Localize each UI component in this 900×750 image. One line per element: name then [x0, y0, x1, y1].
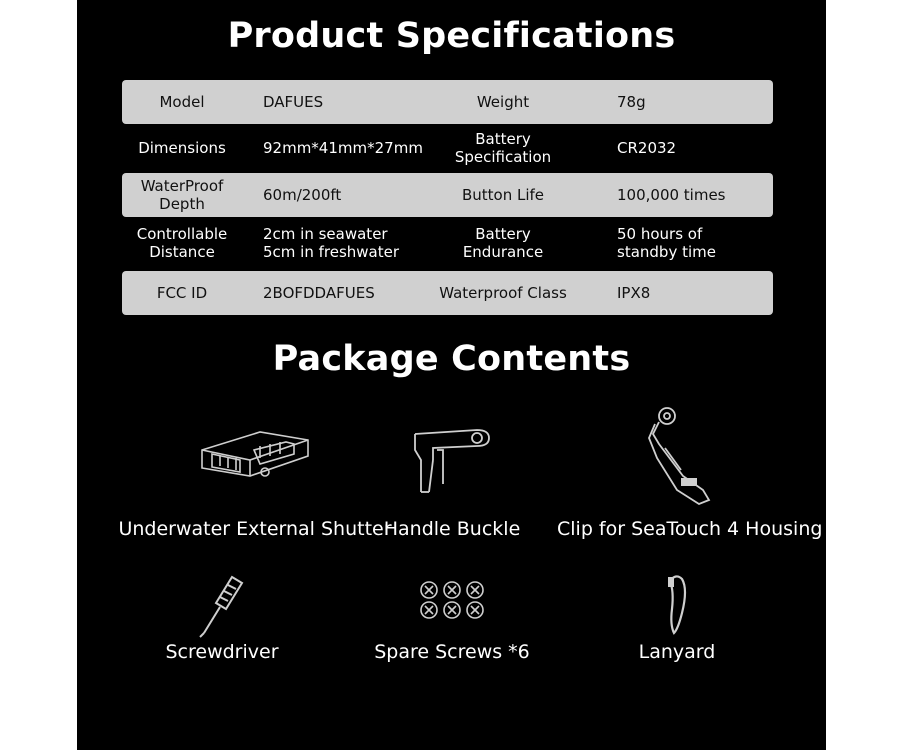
- shutter-housing-icon: [190, 410, 320, 500]
- spec-value: IPX8: [617, 284, 651, 302]
- spec-value: DAFUES: [263, 93, 324, 111]
- spec-row: [122, 80, 773, 124]
- package-heading: Package Contents: [272, 339, 631, 379]
- spec-key: Waterproof Class: [439, 284, 567, 302]
- specs-heading: Product Specifications: [227, 16, 676, 56]
- spec-value: 78g: [617, 93, 646, 111]
- spec-value: 2BOFDDAFUES: [263, 284, 375, 302]
- package-item: [147, 565, 297, 675]
- handle-buckle-icon: [407, 420, 497, 500]
- spec-row: [122, 271, 773, 315]
- lanyard-icon: [652, 569, 702, 639]
- package-item: [377, 400, 527, 550]
- screws-icon: [419, 579, 485, 621]
- package-item: [105, 400, 405, 550]
- spec-key: Controllable Distance: [136, 225, 228, 261]
- spec-panel: [77, 0, 826, 750]
- package-item-label: Spare Screws *6: [374, 641, 530, 663]
- spec-value: 60m/200ft: [263, 186, 342, 204]
- package-item: [367, 565, 537, 675]
- housing-clip-icon: [637, 404, 727, 508]
- package-item-label: Handle Buckle: [383, 518, 521, 540]
- package-item-label: Lanyard: [638, 641, 716, 663]
- spec-key: Dimensions: [138, 139, 226, 157]
- package-item-label: Underwater External Shutter: [118, 518, 392, 540]
- spec-value: 2cm in seawater 5cm in freshwater: [263, 225, 400, 261]
- spec-key: Button Life: [461, 186, 545, 204]
- spec-row: [122, 126, 773, 170]
- spec-row: [122, 221, 773, 265]
- spec-key: Weight: [476, 93, 530, 111]
- screwdriver-icon: [192, 571, 252, 641]
- spec-key: FCC ID: [156, 284, 208, 302]
- package-item-label: Clip for SeaTouch 4 Housing: [557, 518, 823, 540]
- package-item: [557, 400, 823, 550]
- spec-key: WaterProof Depth: [140, 177, 224, 213]
- spec-row: [122, 173, 773, 217]
- spec-value: 92mm*41mm*27mm: [263, 139, 423, 157]
- spec-value: CR2032: [617, 139, 677, 157]
- spec-value: 50 hours of standby time: [617, 225, 716, 261]
- spec-key: Model: [159, 93, 205, 111]
- package-item: [602, 565, 752, 675]
- spec-value: 100,000 times: [617, 186, 726, 204]
- spec-key: Battery Endurance: [462, 225, 544, 261]
- package-item-label: Screwdriver: [165, 641, 279, 663]
- spec-key: Battery Specification: [454, 130, 552, 166]
